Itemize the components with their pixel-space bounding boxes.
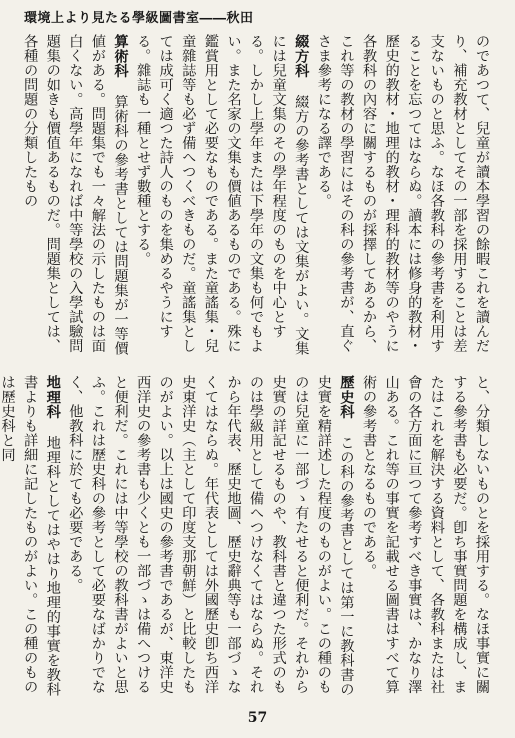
paragraph bbox=[357, 375, 493, 705]
paragraph-text: 綴方の參考書としては文集がよい。文集には兒童文集のその學年程度のものを中心とする。しかし上學年または下學年の文集も何でもよい。また名家の文集も價値あるものである。殊に鑑賞用として必要なものである。また童謠集・兒童雜誌等も必ず備へつくべきものだ。童謠集としては成可く適つた詩人のものを集めるやうにする。雜誌も一種とせず數種とする。 bbox=[135, 34, 310, 356]
paragraph-text: 地理科としてはやはり地理的事實を教科書よりも詳細に記したものがよい。この種のものは歷史科と同 bbox=[0, 375, 61, 697]
paragraph bbox=[19, 34, 132, 367]
lower-text-block bbox=[0, 375, 493, 705]
page-number: 57 bbox=[247, 710, 268, 726]
paragraph-text: と、分類しないものとを採用する。なほ事實に關する參考書も必要だ。卽ち事實問題を構成し、またはこれを解決する資料として、各教科または社會の各方面に亘つて參考すべき事實は、かなり澤山ある。これ等の事實を記載せる圖書はすべて算術の參考書となるものである。 bbox=[361, 375, 490, 694]
running-head: 環境上より見たる學級圖書室――秋田 bbox=[24, 11, 254, 26]
paragraph-text: 算術科の參考書としては問題集が一等價値がある。問題集でも一々解法の示したものは面白くない。高學年になれば中等學校の入學試驗問題集の如きも價值あるものだ。問題集としては、各種の問題の分類したもの bbox=[22, 34, 129, 356]
section-heading: 地理科 bbox=[44, 375, 61, 420]
paragraph bbox=[64, 375, 358, 705]
paragraph-text: のであつて、兒童が讀本學習の餘暇これを讀んだり、補充教材としてその一部を採用することは差支ないものと思ふ。なほ各教科の參考書を利用することを忘つてはならぬ。讀本には修身的教材・歷史的教材・地理的教材・理科的教材等のやうに各教科の內容に關するものが採擇してあるから、これ等の教材の學習にはその科の參考書が、直ぐさま參考になる譯である。 bbox=[315, 34, 490, 353]
paragraph-text: この科の參考書としては第一に教科書の史實を精詳述した程度のものがよい。この種のものは兒童に一部づゝ有たせると便利だ。それから史實の詳記せるものや、教科書と違つた形式のものは學級用として備へつけなくてはならぬ。それから年代表、歷史地圖、歷史辭典等も一部づゝなくてはならぬ。年代表としては外國歷史卽ち西洋史東洋史（主として印度支那朝鮮）と比較したものがよい。以上は國史の參考書であるが、東洋史西洋史の參考書も少くとも一部づゝは備へつけると便利だ。これには中等學校の教科書がよいと思ふ。これは歷史科の參考として必要なばかりでなく、他教科に於ても必要である。 bbox=[67, 375, 355, 697]
paragraph bbox=[0, 375, 64, 705]
section-heading: 綴方科 bbox=[293, 34, 310, 79]
section-heading: 歷史科 bbox=[338, 375, 355, 420]
paragraph bbox=[312, 34, 493, 367]
section-heading: 算術科 bbox=[112, 34, 129, 79]
upper-text-block bbox=[22, 34, 493, 367]
paragraph bbox=[132, 34, 313, 367]
